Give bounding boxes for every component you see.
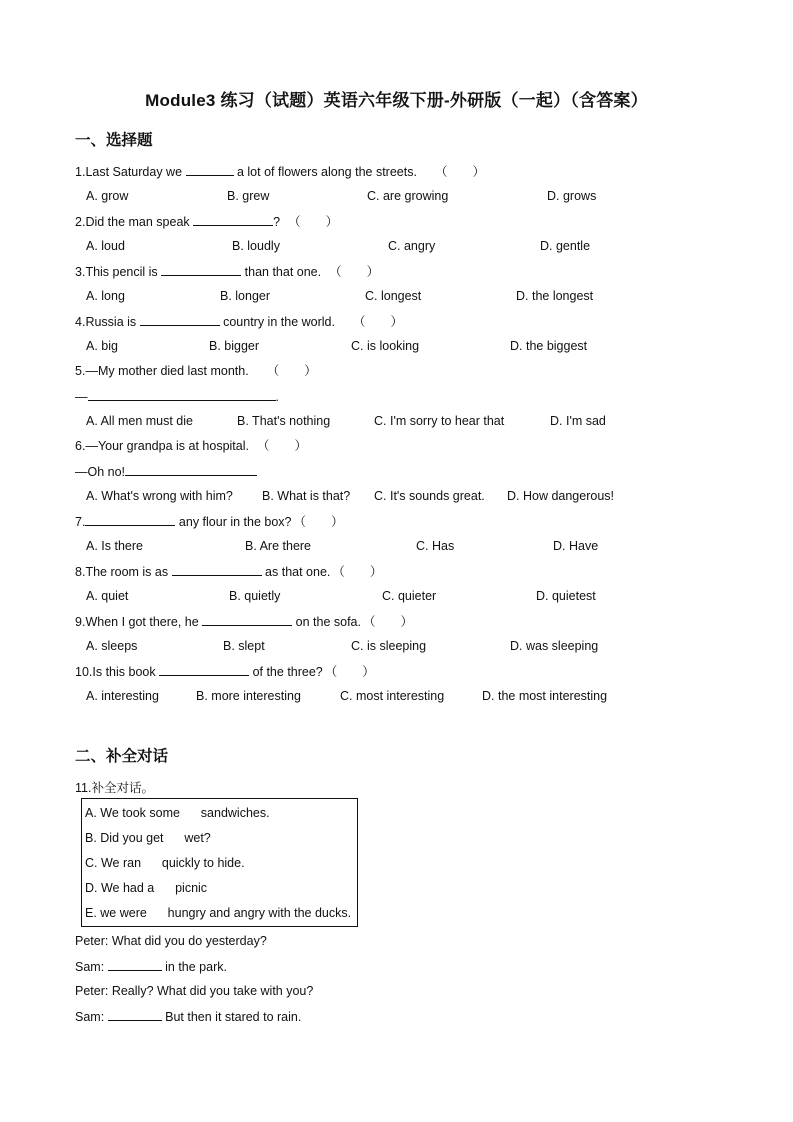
question-number: 6. <box>75 439 86 453</box>
question-3 <box>75 263 379 280</box>
option-b: B. quietly <box>229 589 281 603</box>
question-text: —My mother died last month. <box>85 364 249 378</box>
answer-blank <box>193 213 273 226</box>
answer-paren: （ ） <box>324 665 375 679</box>
option-c: C. It's sounds great. <box>374 489 485 503</box>
question-text: —Your grandpa is at hospital. <box>85 439 249 453</box>
speaker-name: Sam: <box>75 960 108 974</box>
answer-paren: （ ） <box>288 215 339 229</box>
option-d: D. quietest <box>536 589 596 603</box>
option-a: A. quiet <box>86 589 129 603</box>
option-d: D. I'm sad <box>550 414 606 428</box>
question-number: 11. <box>75 781 92 795</box>
question-number: 1. <box>75 165 86 179</box>
answer-blank <box>125 463 257 476</box>
question-4 <box>75 313 403 330</box>
answer-paren: （ ） <box>266 364 317 378</box>
answer-paren: （ ） <box>329 265 380 279</box>
options-row-6 <box>86 488 726 504</box>
option-b: B. Are there <box>245 539 312 553</box>
dialogue-options-box <box>81 798 358 927</box>
option-d: D. the longest <box>516 289 594 303</box>
reply-prefix: — <box>75 390 88 404</box>
speaker-name: Peter: <box>75 984 112 998</box>
question-number: 3. <box>75 265 86 279</box>
options-row-4 <box>86 338 726 354</box>
option-a: A. What's wrong with him? <box>86 489 233 503</box>
option-c: C. is looking <box>351 339 420 353</box>
option-b: B. That's nothing <box>237 414 331 428</box>
option-d: D. was sleeping <box>510 639 599 653</box>
reply-prefix: —Oh no! <box>75 465 126 479</box>
question-number: 4. <box>75 315 86 329</box>
options-row-3 <box>86 288 726 304</box>
option-c: C. quieter <box>382 589 437 603</box>
option-d: D. the biggest <box>510 339 588 353</box>
answer-blank <box>88 388 276 401</box>
options-row-8 <box>86 588 726 604</box>
question-number: 7. <box>75 515 86 529</box>
dialogue-option-e: E. we were hungry and angry with the ducks. <box>85 906 352 920</box>
answer-blank <box>108 1008 162 1021</box>
option-c: C. longest <box>365 289 422 303</box>
dialogue-line-1 <box>75 933 267 949</box>
question-5-reply <box>75 388 279 405</box>
option-d: D. the most interesting <box>482 689 608 703</box>
option-b: B. What is that? <box>262 489 351 503</box>
dialogue-line-3 <box>75 983 313 999</box>
answer-paren: （ ） <box>352 315 403 329</box>
question-text: The room is as <box>85 565 172 579</box>
options-row-10 <box>86 688 726 704</box>
answer-paren: （ ） <box>434 165 485 179</box>
question-2 <box>75 213 338 230</box>
reply-suffix: . <box>275 390 279 404</box>
dialogue-text: Really? What did you take with you? <box>111 984 314 998</box>
options-row-9 <box>86 638 726 654</box>
dialogue-line-2 <box>75 958 227 975</box>
options-row-2 <box>86 238 726 254</box>
option-b: B. grew <box>227 189 270 203</box>
option-a: A. All men must die <box>86 414 193 428</box>
answer-paren: （ ） <box>256 439 307 453</box>
document-title: Module3 练习（试题）英语六年级下册-外研版（一起）（含答案） <box>145 91 648 110</box>
options-row-7 <box>86 538 726 554</box>
question-9 <box>75 613 413 630</box>
question-text: any flour in the box? <box>175 515 292 529</box>
question-text: of the three? <box>249 665 323 679</box>
options-row-5 <box>86 413 726 429</box>
answer-blank <box>140 313 220 326</box>
question-number: 10. <box>75 665 93 679</box>
answer-paren: （ ） <box>332 565 383 579</box>
speaker-name: Sam: <box>75 1010 108 1024</box>
question-text: 补全对话。 <box>91 781 154 795</box>
question-text: on the sofa. <box>292 615 361 629</box>
dialogue-option-c: C. We ran quickly to hide. <box>85 856 245 870</box>
speaker-name: Peter: <box>75 934 112 948</box>
option-c: C. most interesting <box>340 689 445 703</box>
question-8 <box>75 563 382 580</box>
option-c: C. Has <box>416 539 455 553</box>
question-11-prompt <box>75 780 154 796</box>
question-text: This pencil is <box>85 265 162 279</box>
answer-paren: （ ） <box>363 615 414 629</box>
options-row-1 <box>86 188 726 204</box>
option-d: D. How dangerous! <box>507 489 615 503</box>
section-title-multiple-choice: 一、选择题 <box>75 132 153 149</box>
answer-blank <box>186 163 234 176</box>
option-d: D. gentle <box>540 239 591 253</box>
option-d: D. Have <box>553 539 599 553</box>
option-a: A. grow <box>86 189 129 203</box>
option-a: A. interesting <box>86 689 159 703</box>
question-text: Last Saturday we <box>85 165 186 179</box>
question-text: as that one. <box>261 565 331 579</box>
question-text: Did the man speak <box>85 215 194 229</box>
question-number: 8. <box>75 565 86 579</box>
question-number: 2. <box>75 215 86 229</box>
dialogue-option-a: A. We took some sandwiches. <box>85 806 270 820</box>
question-5 <box>75 363 317 379</box>
dialogue-text: What did you do yesterday? <box>111 934 267 948</box>
question-text: Russia is <box>85 315 140 329</box>
option-c: C. I'm sorry to hear that <box>374 414 505 428</box>
dialogue-option-d: D. We had a picnic <box>85 881 208 895</box>
answer-paren: （ ） <box>293 515 344 529</box>
question-number: 9. <box>75 615 86 629</box>
option-c: C. angry <box>388 239 436 253</box>
question-6-reply <box>75 463 257 480</box>
option-b: B. more interesting <box>196 689 301 703</box>
question-1 <box>75 163 485 180</box>
question-text: ? <box>273 215 281 229</box>
section-title-dialogue: 二、补全对话 <box>75 748 169 765</box>
answer-blank <box>172 563 262 576</box>
answer-blank <box>161 263 241 276</box>
dialogue-line-4 <box>75 1008 301 1025</box>
option-a: A. big <box>86 339 118 353</box>
option-b: B. slept <box>223 639 265 653</box>
option-d: D. grows <box>547 189 597 203</box>
answer-blank <box>202 613 292 626</box>
option-c: C. are growing <box>367 189 449 203</box>
question-text: When I got there, he <box>85 615 203 629</box>
option-b: B. loudly <box>232 239 280 253</box>
dialogue-text: But then it stared to rain. <box>161 1010 302 1024</box>
question-10 <box>75 663 375 680</box>
question-7 <box>75 513 344 530</box>
option-b: B. bigger <box>209 339 260 353</box>
option-a: A. loud <box>86 239 125 253</box>
option-b: B. longer <box>220 289 271 303</box>
question-text: than that one. <box>241 265 322 279</box>
dialogue-option-b: B. Did you get wet? <box>85 831 211 845</box>
answer-blank <box>85 513 175 526</box>
question-text: country in the world. <box>219 315 335 329</box>
answer-blank <box>108 958 162 971</box>
answer-blank <box>159 663 249 676</box>
question-number: 5. <box>75 364 86 378</box>
question-6 <box>75 438 307 454</box>
question-text: Is this book <box>92 665 160 679</box>
option-c: C. is sleeping <box>351 639 427 653</box>
option-a: A. sleeps <box>86 639 138 653</box>
question-text: a lot of flowers along the streets. <box>233 165 417 179</box>
dialogue-text: in the park. <box>161 960 227 974</box>
option-a: A. long <box>86 289 125 303</box>
option-a: A. Is there <box>86 539 143 553</box>
